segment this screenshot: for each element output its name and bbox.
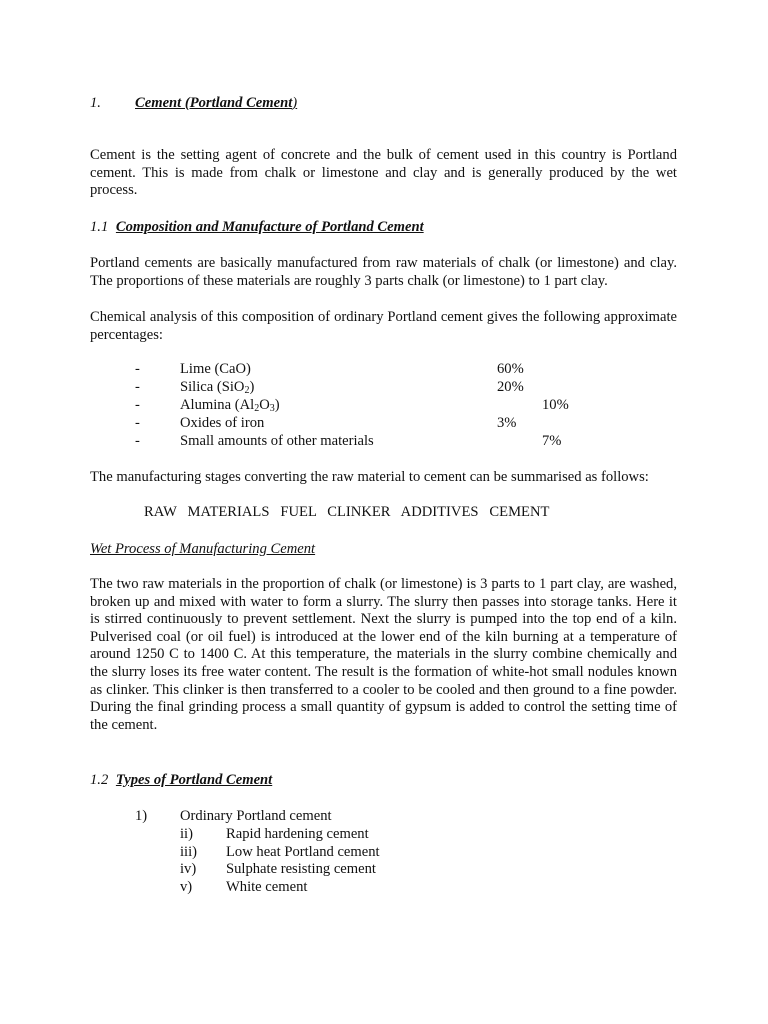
list-number: v) xyxy=(180,879,193,895)
composition-paragraph: Portland cements are basically manufactured from raw materials of chalk (or limestone) and clay. The proportions of these materials are roughly 3 parts chalk (or limestone) to 1 part clay. xyxy=(90,255,677,289)
section-1-title: Cement (Portland Cement) xyxy=(135,95,298,111)
list-item: - Alumina $(Al_2O_3)$ 10% xyxy=(135,397,569,414)
component-label: Silica (SiO$_2$) xyxy=(180,379,255,396)
section-1-2-number: 1.2 xyxy=(90,772,109,788)
list-item xyxy=(0,808,768,826)
list-item: - Small amounts of other materials 7% xyxy=(135,433,562,449)
component-value: 7% xyxy=(542,433,562,449)
component-label: Small amounts of other materials xyxy=(180,433,374,449)
list-label: Rapid hardening cement xyxy=(226,826,369,842)
list-item xyxy=(0,826,768,844)
component-value: 20% xyxy=(497,379,524,395)
list-label: White cement xyxy=(226,879,308,895)
section-1-1-heading xyxy=(90,219,424,237)
wet-process-paragraph: The two raw materials in the proportion of chalk (or limestone) is 3 parts to 1 part clay, are washed, broken up and mixed with water to form a slurry. The slurry then passes into storage tanks. Here it is stirred continuously to prevent settlement. Next the slurry is pumped into the top end of a kiln. Pulverised coal (or oil fuel) is introduced at the lower end of the kiln burning at a temperature of around 1250 C to 1400 C. At this temperature, the materials in the slurry combine chemically and the slurry loses its free water content. The result is the formation of white-hot small nodules known as clinker. This clinker is then transferred to a cooler to be cooled and then ground to a fine powder. During the final grinding process a small quantity of gypsum is added to control the setting time of the cement. xyxy=(90,576,677,733)
list-number: 1) xyxy=(135,808,148,824)
section-1-heading xyxy=(90,95,298,113)
list-label: Sulphate resisting cement xyxy=(226,861,376,877)
component-label: Alumina $(Al_2O_3)$ xyxy=(180,397,280,414)
section-1-2-title: Types of Portland Cement xyxy=(115,772,273,788)
list-item: - Silica (SiO$_2$) 20% xyxy=(135,379,524,396)
list-number: ii) xyxy=(180,826,193,842)
list-item xyxy=(0,844,768,862)
list-item: - Lime (CaO) 60% xyxy=(135,361,524,377)
section-1-2-heading xyxy=(90,772,272,790)
analysis-paragraph: Chemical analysis of this composition of ordinary Portland cement gives the following approximate percentages: xyxy=(90,309,677,343)
section-1-1-title: Composition and Manufacture of Portland Cement xyxy=(115,219,424,235)
list-label: Low heat Portland cement xyxy=(226,844,380,860)
list-item xyxy=(0,879,768,897)
component-label: Oxides of iron xyxy=(180,415,265,431)
component-label: Lime (CaO) xyxy=(180,361,251,377)
list-number: iii) xyxy=(180,844,198,860)
list-number: iv) xyxy=(180,861,197,877)
stages-paragraph: The manufacturing stages converting the raw material to cement can be summarised as follows: xyxy=(90,469,649,485)
wet-process-heading: Wet Process of Manufacturing Cement xyxy=(90,541,316,557)
intro-paragraph: Cement is the setting agent of concrete and the bulk of cement used in this country is Portland cement. This is made from chalk or limestone and clay and is generally produced by the wet process. xyxy=(90,147,677,199)
list-item: - Oxides of iron 3% xyxy=(135,415,517,431)
component-value: 3% xyxy=(497,415,517,431)
list-item xyxy=(0,861,768,879)
list-label: Ordinary Portland cement xyxy=(180,808,332,824)
stages-line: RAW MATERIALS FUEL CLINKER ADDITIVES CEMENT xyxy=(144,504,550,520)
component-value: 60% xyxy=(497,361,524,377)
section-1-number: 1. xyxy=(90,95,101,111)
section-1-1-number: 1.1 xyxy=(90,219,109,235)
component-value: 10% xyxy=(542,397,569,413)
